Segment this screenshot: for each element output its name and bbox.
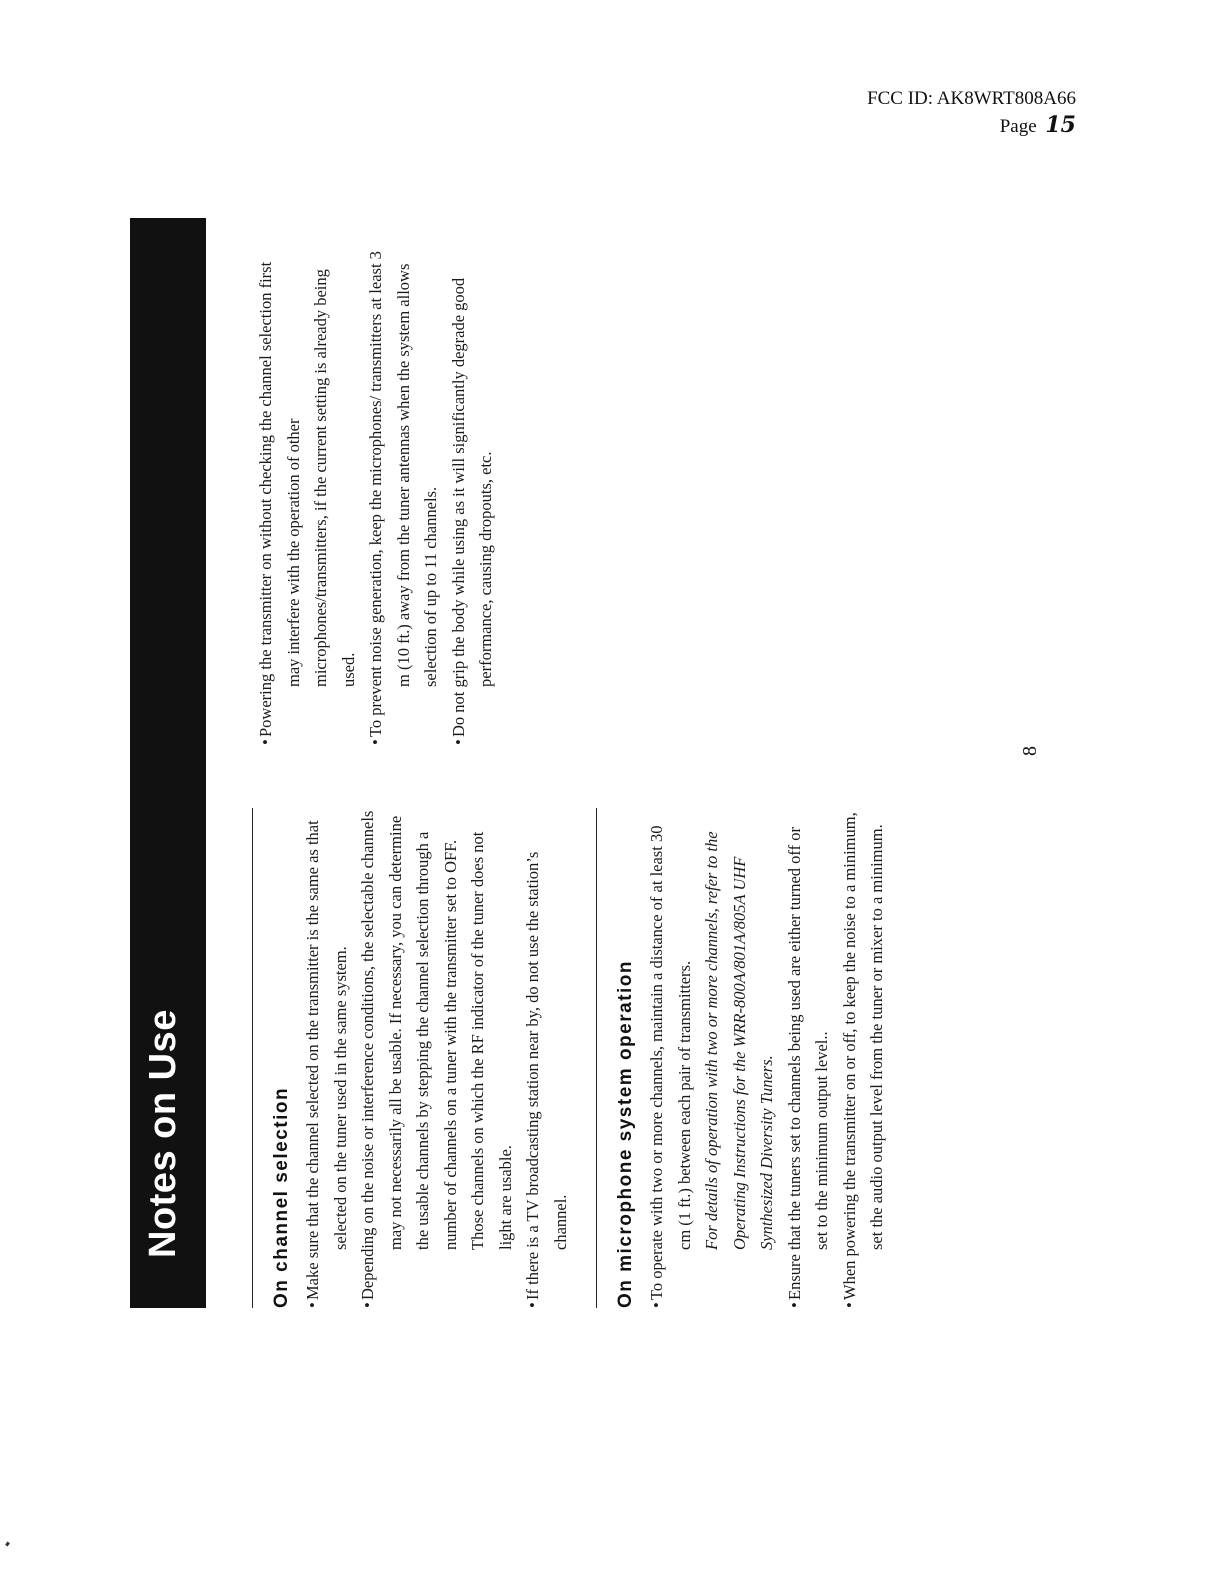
bullet-item [519,808,574,1308]
right-column [252,245,500,745]
bullet-item [354,808,519,1308]
title-bar [130,218,206,1308]
bullet-text: Powering the transmitter on without checking the channel selection first may interfere with the operation of other microphones/transmitters, if the current setting is already being used. [256,261,358,737]
section-heading: On channel selection [252,808,295,1308]
bullet-icon: • [523,1302,542,1308]
bullet-text: Make sure that the channel selected on the transmitter is the same as that selected on the tuner used in the same system. [303,820,350,1300]
section-heading: On microphone system operation [596,808,639,1308]
bullet-icon: • [303,1302,322,1308]
bullet-text: To prevent noise generation, keep the microphones/ transmitters at least 3 m (10 ft.) away from the tuner antennas when the system allows selection of up to 11 channels. [366,251,440,737]
section-microphone-system [596,808,891,1308]
bullet-icon: • [256,739,275,745]
page-indicator [867,112,1076,140]
manual-page [130,218,1060,1308]
page-folio: 8 [1019,746,1041,756]
bullet-icon: • [647,1302,666,1308]
bullet-item [781,808,836,1308]
bullet-text: If there is a TV broadcasting station near by, do not use the station’s channel. [523,851,570,1300]
section-channel-selection [252,808,574,1308]
bullet-item [362,245,445,745]
bullet-item [643,808,698,1308]
bullet-text: Do not grip the body while using as it will significantly degrade good performance, causing dropouts, etc. [448,277,495,737]
bullet-item [836,808,891,1308]
bullet-icon: • [839,1302,859,1308]
bullet-text: Depending on the noise or interference conditions, the selectable channels may not necessarily all be usable. If necessary, you can determine the usable channels by stepping the channel selection through a number of channels on a tuner with the transmitter set to OFF. Those channels on which the RF indicator of the tuner does not light are usable. [358,810,515,1300]
page-number: 15 [1045,112,1076,138]
reference-note: For details of operation with two or more channels, refer to the Operating Instructions for the WRR-800A/801A/805A UHF Synthesized Diversity Tuners. [702,831,776,1250]
bullet-item [252,245,362,745]
bullet-text: Ensure that the tuners set to channels being used are either turned off or set to the minimum output level.. [784,827,831,1300]
bullet-icon: • [448,739,468,745]
bullet-item [445,245,500,745]
page-label: Page [999,116,1037,137]
left-column [252,808,913,1308]
bullet-text: To operate with two or more channels, maintain a distance of at least 30 cm (1 ft.) between each pair of transmitters. [647,825,694,1300]
bullet-text: When powering the transmitter on or off, to keep the noise to a minimum, set the audio output level from the tuner or mixer to a minimum. [839,812,886,1300]
scan-artifact [5,1542,10,1547]
fcc-header [867,86,1076,140]
fcc-id: FCC ID: AK8WRT808A66 [867,88,1076,109]
bullet-icon: • [366,739,385,745]
bullet-icon: • [784,1302,804,1308]
page-title: Notes on Use [142,1009,184,1258]
bullet-item [299,808,354,1308]
bullet-icon: • [358,1302,377,1308]
